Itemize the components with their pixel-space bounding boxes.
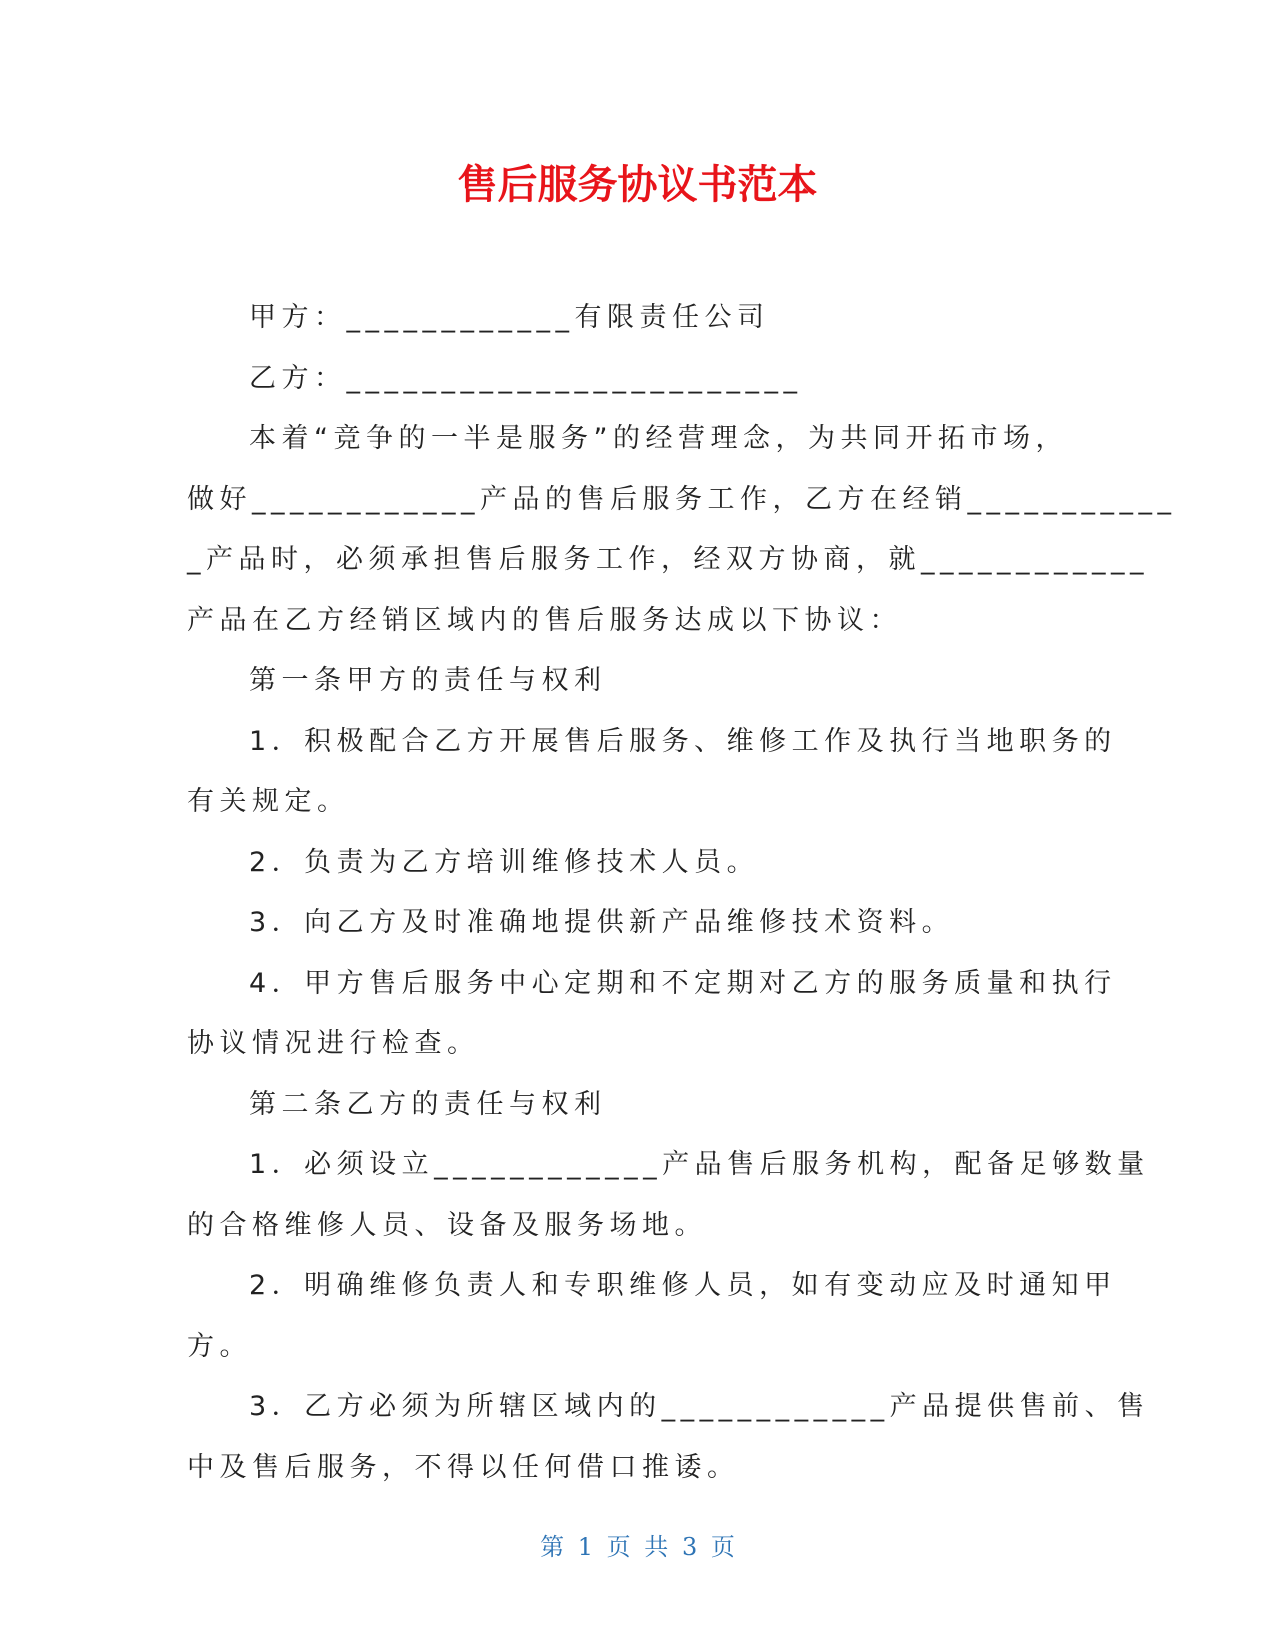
clause-line: 方。 — [187, 1330, 252, 1362]
paragraph-line: 产品在乙方经销区域内的售后服务达成以下协议： — [187, 604, 902, 636]
page-number-footer: 第 1 页 共 3 页 — [540, 1533, 735, 1561]
document-body — [187, 288, 1177, 1498]
clause-line: 中及售后服务，不得以任何借口推诿。 — [187, 1451, 740, 1483]
clause-line: 3．乙方必须为所辖区域内的____________产品提供售前、售 — [249, 1391, 1150, 1422]
clause-line: 1．积极配合乙方开展售后服务、维修工作及执行当地职务的 — [249, 725, 1117, 757]
section-heading: 第一条甲方的责任与权利 — [249, 665, 607, 696]
paragraph-line: 做好____________产品的售后服务工作，乙方在经销___________ — [187, 483, 1177, 515]
paragraph-line: _产品时，必须承担售后服务工作，经双方协商，就____________ — [187, 544, 1149, 575]
clause-line: 1．必须设立____________产品售后服务机构，配备足够数量 — [249, 1149, 1150, 1180]
clause-line: 4．甲方售后服务中心定期和不定期对乙方的服务质量和执行 — [249, 967, 1117, 999]
clause-line: 3．向乙方及时准确地提供新产品维修技术资料。 — [249, 907, 955, 938]
document-title: 售后服务协议书范本 — [457, 162, 818, 208]
party-a-line: 甲方：____________有限责任公司 — [249, 302, 770, 333]
clause-line: 2．明确维修负责人和专职维修人员，如有变动应及时通知甲 — [249, 1270, 1117, 1301]
clause-line: 2．负责为乙方培训维修技术人员。 — [249, 846, 760, 878]
clause-line: 协议情况进行检查。 — [187, 1028, 480, 1059]
paragraph-line: 本着“竞争的一半是服务”的经营理念，为共同开拓市场， — [249, 423, 1068, 454]
clause-line: 有关规定。 — [187, 786, 350, 817]
section-heading: 第二条乙方的责任与权利 — [249, 1088, 607, 1120]
clause-line: 的合格维修人员、设备及服务场地。 — [187, 1209, 707, 1241]
party-b-line: 乙方：________________________ — [249, 362, 803, 394]
